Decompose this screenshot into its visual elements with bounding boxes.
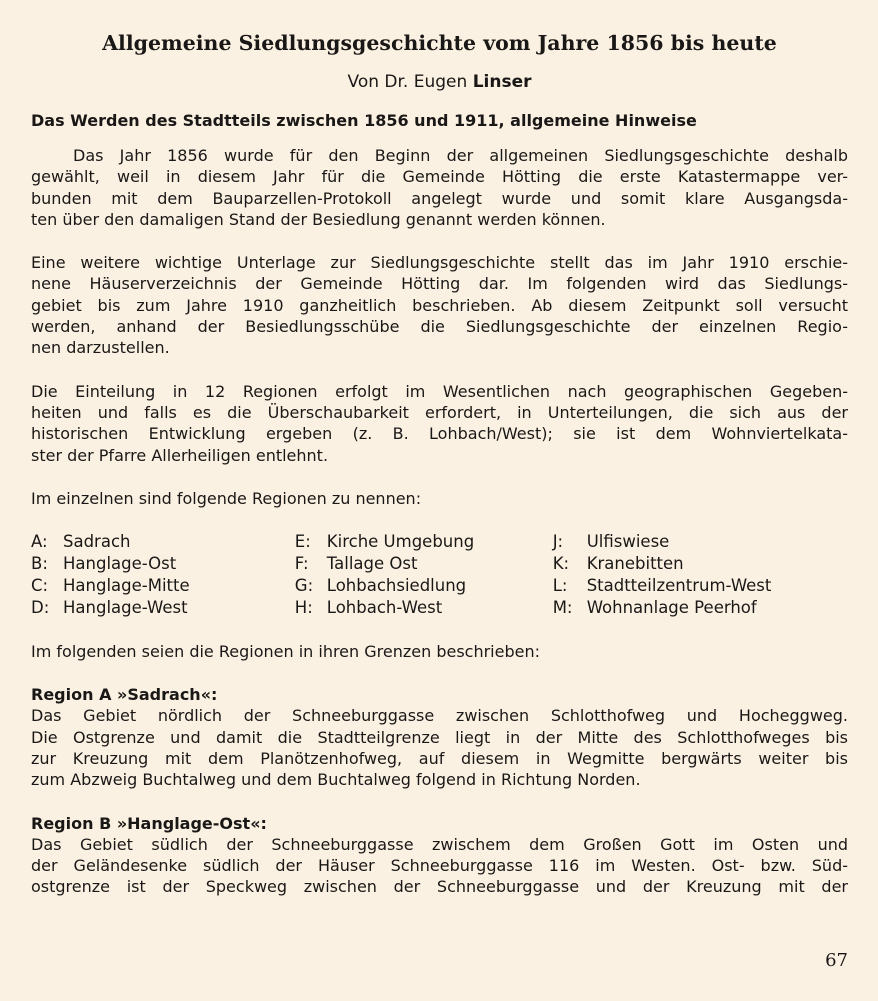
- paragraph-line: Eine weitere wichtige Unterlage zur Siedlungsgeschichte stellt das im Jahr 1910 erschie-: [31, 253, 848, 273]
- paragraph-3: [31, 381, 848, 466]
- paragraph-line: zur Kreuzung mit dem Planötzenhofweg, auf diesem in Wegmitte bergwärts weiter bis: [31, 749, 848, 769]
- region-name: Hanglage-West: [63, 598, 188, 618]
- paragraph-line: ostgrenze ist der Speckweg zwischen der Schneeburggasse und der Kreuzung mit der: [31, 877, 848, 897]
- paragraph-line: zum Abzweig Buchtalweg und dem Buchtalweg folgend in Richtung Norden.: [31, 770, 641, 790]
- region-name: Sadrach: [63, 532, 131, 552]
- regions-list: [31, 531, 848, 619]
- byline-prefix: Von Dr. Eugen: [347, 72, 468, 92]
- region-item: [295, 531, 553, 553]
- region-key: C:: [31, 576, 49, 596]
- paragraph-line: heiten und falls es die Überschaubarkeit erfordert, in Unterteilungen, die sich aus der: [31, 402, 848, 422]
- region-name: Hanglage-Ost: [63, 554, 177, 574]
- region-name: Tallage Ost: [326, 554, 418, 574]
- page-title: Allgemeine Siedlungsgeschichte vom Jahre 1856 bis heute: [102, 31, 777, 55]
- paragraph-line: bunden mit dem Bauparzellen-Protokoll angelegt wurde und somit klare Ausgangsda-: [31, 188, 848, 208]
- region-name: Wohnanlage Peerhof: [586, 598, 757, 618]
- region-a-title: Region A »Sadrach«:: [31, 685, 218, 705]
- region-key: K:: [552, 554, 570, 574]
- region-item: [553, 597, 848, 619]
- paragraph-line: Die Einteilung in 12 Regionen erfolgt im Wesentlichen nach geographischen Gegeben-: [31, 381, 848, 401]
- region-key: J:: [552, 532, 564, 552]
- regions-column-1: [31, 531, 295, 619]
- region-key: M:: [552, 598, 573, 618]
- paragraph-line: historischen Entwicklung ergeben (z. B. Lohbach/West); sie ist dem Wohnviertelkata-: [31, 424, 848, 444]
- region-key: H:: [294, 598, 313, 618]
- region-name: Ulfiswiese: [586, 532, 670, 552]
- author-name: Linser: [472, 72, 532, 92]
- region-name: Kirche Umgebung: [326, 532, 475, 552]
- regions-column-2: [295, 531, 553, 619]
- region-item: [553, 531, 848, 553]
- region-name: Stadtteilzentrum-West: [586, 576, 772, 596]
- region-item: [31, 553, 295, 575]
- borders-intro-text: Im folgenden seien die Regionen in ihren Grenzen beschrieben:: [31, 642, 540, 662]
- paragraph-line: der Geländesenke südlich der Häuser Schneeburggasse 116 im Westen. Ost- bzw. Süd-: [31, 855, 848, 875]
- paragraph-line: Das Gebiet nördlich der Schneeburggasse zwischen Schlotthofweg und Hocheggweg.: [31, 706, 848, 726]
- paragraph-line: ster der Pfarre Allerheiligen entlehnt.: [31, 445, 329, 465]
- regions-intro-text: Im einzelnen sind folgende Regionen zu nennen:: [31, 488, 422, 508]
- region-item: [295, 553, 553, 575]
- region-key: D:: [31, 598, 50, 618]
- paragraph-line: Die Ostgrenze und damit die Stadtteilgrenze liegt in der Mitte des Schlotthofweges bis: [31, 727, 848, 747]
- paragraph-2: [31, 252, 848, 358]
- region-item: [31, 531, 295, 553]
- region-b-title: Region B »Hanglage-Ost«:: [31, 813, 267, 833]
- region-key: L:: [552, 576, 568, 596]
- paragraph-line: Das Gebiet südlich der Schneeburggasse zwischem dem Großen Gott im Osten und: [31, 834, 848, 854]
- region-name: Lohbach-West: [326, 598, 443, 618]
- region-b-text: [31, 834, 848, 898]
- region-key: F:: [294, 554, 309, 574]
- region-item: [553, 553, 848, 575]
- regions-column-3: [553, 531, 848, 619]
- paragraph-line: ten über den damaligen Stand der Besiedlung genannt werden können.: [31, 209, 606, 229]
- paragraph-line: gebiet bis zum Jahre 1910 ganzheitlich beschrieben. Ab diesem Zeitpunkt soll versucht: [31, 295, 848, 315]
- paragraph-line: Das Jahr 1856 wurde für den Beginn der allgemeinen Siedlungsgeschichte deshalb: [73, 146, 848, 165]
- region-key: E:: [294, 532, 311, 552]
- region-item: [31, 575, 295, 597]
- paragraph-line: gewählt, weil in diesem Jahr für die Gemeinde Hötting die erste Katastermappe ver-: [31, 167, 848, 187]
- region-name: Hanglage-Mitte: [63, 576, 190, 596]
- paragraph-line: nene Häuserverzeichnis der Gemeinde Hötting dar. Im folgenden wird das Siedlungs-: [31, 274, 848, 294]
- paragraph-line: werden, anhand der Besiedlungsschübe die Siedlungsgeschichte der einzelnen Regio-: [31, 317, 848, 337]
- paragraph-line: nen darzustellen.: [31, 338, 170, 358]
- page-number: 67: [825, 950, 848, 971]
- region-item: [295, 575, 553, 597]
- byline: [31, 70, 848, 94]
- section-heading: Das Werden des Stadtteils zwischen 1856 und 1911, allgemeine Hinweise: [31, 111, 697, 130]
- region-key: G:: [294, 576, 314, 596]
- regions-intro: [31, 488, 848, 509]
- region-name: Lohbachsiedlung: [326, 576, 467, 596]
- borders-intro: [31, 641, 848, 662]
- region-a-text: [31, 705, 848, 790]
- region-item: [553, 575, 848, 597]
- region-name: Kranebitten: [586, 554, 684, 574]
- paragraph-1: [31, 145, 848, 230]
- region-item: [31, 597, 295, 619]
- region-item: [295, 597, 553, 619]
- region-key: A:: [31, 532, 48, 552]
- region-key: B:: [31, 554, 48, 574]
